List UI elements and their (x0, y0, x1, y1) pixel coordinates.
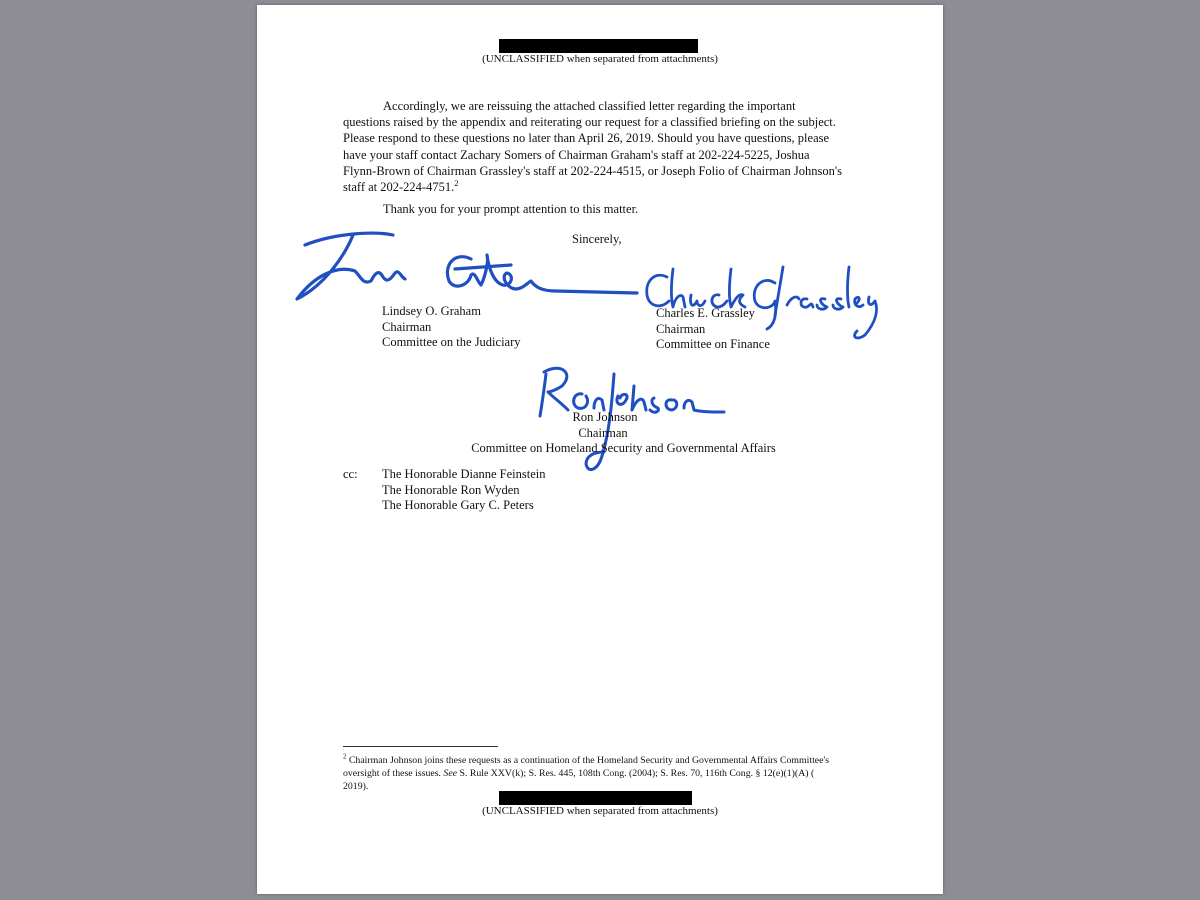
footnote-number: 2 (343, 753, 347, 761)
document-page (257, 5, 943, 894)
footnote-separator (343, 746, 498, 747)
grassley-committee: Committee on Finance (656, 337, 770, 352)
cc-item: The Honorable Ron Wyden (382, 482, 520, 497)
cc-item: The Honorable Dianne Feinstein (382, 467, 546, 481)
graham-title: Chairman (382, 319, 432, 334)
redaction-bar-top (499, 39, 698, 53)
body-paragraph-1 (343, 98, 843, 195)
redaction-bar-bottom (499, 791, 692, 805)
johnson-name: Ron Johnson (572, 410, 638, 424)
footnote-see: See (443, 768, 458, 779)
grassley-name: Charles E. Grassley (656, 306, 755, 320)
footnote-ref: 2 (454, 177, 459, 188)
johnson-title: Chairman (578, 425, 628, 440)
cc-list (382, 467, 546, 514)
graham-signature-image (275, 225, 635, 315)
johnson-committee: Committee on Homeland Security and Governmental Affairs (471, 441, 776, 456)
signatory-graham (382, 304, 521, 351)
closing-salutation: Sincerely, (572, 232, 622, 246)
cc-item: The Honorable Gary C. Peters (382, 498, 534, 513)
classification-marking-top: (UNCLASSIFIED when separated from attachments) (482, 53, 718, 65)
paragraph-1-text: Accordingly, we are reissuing the attached classified letter regarding the important questions raised by the appendix and reiterating our request for a classified briefing on the subject. Please respond to these questions no later than April 26, 2019. Should you have questions, please have your staff contact Zachary Somers of Chairman Graham's staff at 202-224-5225, Joshua Flynn-Brown of Chairman Grassley's staff at 202-224-4515, or Joseph Folio of Chairman Johnson's staff at 202-224-4751. (343, 99, 843, 195)
footnote-citation: S. Rule XXV(k); S. Res. 445, 108th Cong. (2004); S. Res. 70, 116th Cong. § 12(e)(1)(A) ( 2019). (343, 768, 815, 792)
signatory-johnson (257, 410, 943, 457)
graham-name: Lindsey O. Graham (382, 304, 481, 318)
signatory-grassley (656, 306, 770, 353)
cc-label: cc: (343, 467, 358, 481)
footnote (343, 754, 833, 793)
classification-marking-bottom: (UNCLASSIFIED when separated from attachments) (482, 805, 718, 817)
body-paragraph-2: Thank you for your prompt attention to this matter. (383, 202, 639, 216)
grassley-title: Chairman (656, 321, 706, 336)
graham-committee: Committee on the Judiciary (382, 335, 521, 350)
footnote-text: Chairman Johnson joins these requests as a continuation of the Homeland Security and Governmental Affairs Committee's oversight of these issues. (343, 755, 830, 779)
